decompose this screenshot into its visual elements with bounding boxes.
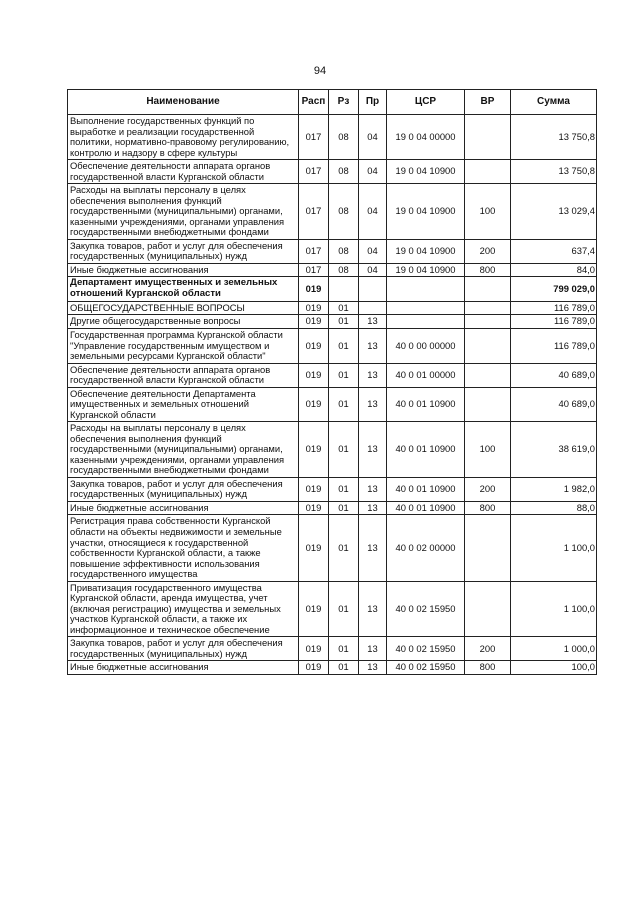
cell-name: Обеспечение деятельности аппарата органов государственной власти Курганской области — [68, 363, 299, 387]
cell-rz: 08 — [329, 263, 359, 277]
cell-name: Расходы на выплаты персоналу в целях обеспечения выполнения функций государственными (муниципальными) органами, казенными учреждениями, органами управления государственными внебюджетными фондами — [68, 422, 299, 478]
cell-name: Расходы на выплаты персоналу в целях обеспечения выполнения функций государственными (муниципальными) органами, казенными учреждениями, органами управления государственными внебюджетными фондами — [68, 184, 299, 240]
cell-rz: 01 — [329, 328, 359, 363]
cell-csr — [387, 301, 465, 315]
cell-vr: 800 — [465, 263, 511, 277]
cell-csr — [387, 315, 465, 329]
cell-rz: 01 — [329, 477, 359, 501]
cell-rasp: 019 — [299, 301, 329, 315]
cell-vr: 800 — [465, 501, 511, 515]
cell-vr: 800 — [465, 661, 511, 675]
cell-vr — [465, 301, 511, 315]
cell-sum: 1 982,0 — [511, 477, 597, 501]
cell-sum: 40 689,0 — [511, 363, 597, 387]
cell-csr: 19 0 04 10900 — [387, 184, 465, 240]
cell-rasp: 017 — [299, 115, 329, 160]
table-row — [68, 263, 597, 277]
cell-sum: 13 750,8 — [511, 115, 597, 160]
cell-name: ОБЩЕГОСУДАРСТВЕННЫЕ ВОПРОСЫ — [68, 301, 299, 315]
header-pr: Пр — [359, 90, 387, 115]
cell-sum: 116 789,0 — [511, 315, 597, 329]
cell-rasp: 017 — [299, 184, 329, 240]
cell-sum: 799 029,0 — [511, 277, 597, 301]
cell-name: Департамент имущественных и земельных отношений Курганской области — [68, 277, 299, 301]
cell-sum: 116 789,0 — [511, 301, 597, 315]
cell-sum: 40 689,0 — [511, 387, 597, 422]
cell-vr — [465, 581, 511, 637]
table-row — [68, 501, 597, 515]
cell-rasp: 019 — [299, 315, 329, 329]
cell-csr: 19 0 04 10900 — [387, 160, 465, 184]
cell-csr: 19 0 04 10900 — [387, 239, 465, 263]
table-row — [68, 363, 597, 387]
cell-rasp: 019 — [299, 277, 329, 301]
table-row — [68, 315, 597, 329]
cell-rz: 01 — [329, 315, 359, 329]
cell-csr: 40 0 02 15950 — [387, 661, 465, 675]
cell-rasp: 019 — [299, 661, 329, 675]
cell-rasp: 019 — [299, 363, 329, 387]
cell-vr — [465, 515, 511, 581]
cell-rasp: 017 — [299, 160, 329, 184]
cell-vr — [465, 363, 511, 387]
cell-csr: 40 0 02 00000 — [387, 515, 465, 581]
cell-pr: 13 — [359, 515, 387, 581]
cell-name: Регистрация права собственности Курганской области на объекты недвижимости и земельные участки, относящиеся к государственной собственности Курганской области, а также повышение эффективности использования государственного имущества — [68, 515, 299, 581]
table-row — [68, 515, 597, 581]
cell-rz: 01 — [329, 363, 359, 387]
cell-name: Обеспечение деятельности Департамента имущественных и земельных отношений Курганской области — [68, 387, 299, 422]
cell-rasp: 019 — [299, 637, 329, 661]
cell-csr: 40 0 01 10900 — [387, 477, 465, 501]
table-row — [68, 581, 597, 637]
cell-pr: 04 — [359, 239, 387, 263]
cell-name: Приватизация государственного имущества Курганской области, аренда имущества, учет (включая регистрацию) имущества и земельных участков Курганской области, а также их информационное и техническое обеспечение — [68, 581, 299, 637]
cell-sum: 13 750,8 — [511, 160, 597, 184]
cell-csr: 19 0 04 10900 — [387, 263, 465, 277]
table-row — [68, 637, 597, 661]
table-row — [68, 301, 597, 315]
cell-pr: 13 — [359, 328, 387, 363]
header-rasp: Расп — [299, 90, 329, 115]
cell-csr: 40 0 02 15950 — [387, 637, 465, 661]
cell-rz: 01 — [329, 637, 359, 661]
cell-pr: 13 — [359, 387, 387, 422]
cell-sum: 1 000,0 — [511, 637, 597, 661]
cell-sum: 116 789,0 — [511, 328, 597, 363]
cell-csr: 40 0 01 10900 — [387, 501, 465, 515]
cell-vr: 200 — [465, 477, 511, 501]
cell-pr: 13 — [359, 661, 387, 675]
cell-rasp: 019 — [299, 477, 329, 501]
cell-rasp: 017 — [299, 263, 329, 277]
cell-rasp: 019 — [299, 387, 329, 422]
cell-rz — [329, 277, 359, 301]
table-row — [68, 239, 597, 263]
table-row — [68, 184, 597, 240]
table-row — [68, 160, 597, 184]
cell-name: Обеспечение деятельности аппарата органов государственной власти Курганской области — [68, 160, 299, 184]
cell-rz: 01 — [329, 501, 359, 515]
page-number: 94 — [313, 65, 327, 77]
cell-pr — [359, 301, 387, 315]
cell-pr: 04 — [359, 263, 387, 277]
table-body — [68, 115, 597, 675]
cell-sum: 1 100,0 — [511, 515, 597, 581]
cell-name: Иные бюджетные ассигнования — [68, 661, 299, 675]
cell-rz: 08 — [329, 239, 359, 263]
cell-name: Иные бюджетные ассигнования — [68, 501, 299, 515]
table-header-row — [68, 90, 597, 115]
cell-rasp: 019 — [299, 515, 329, 581]
cell-csr: 40 0 01 00000 — [387, 363, 465, 387]
cell-csr: 40 0 00 00000 — [387, 328, 465, 363]
table-row — [68, 661, 597, 675]
table-row — [68, 277, 597, 301]
budget-table — [67, 89, 597, 675]
cell-rz: 01 — [329, 515, 359, 581]
cell-name: Выполнение государственных функций по выработке и реализации государственной политики, нормативно-правовому регулированию, контролю и надзору в сфере культуры — [68, 115, 299, 160]
cell-sum: 100,0 — [511, 661, 597, 675]
cell-pr: 13 — [359, 315, 387, 329]
cell-pr: 04 — [359, 115, 387, 160]
table-row — [68, 115, 597, 160]
cell-pr: 13 — [359, 501, 387, 515]
cell-rasp: 019 — [299, 581, 329, 637]
cell-name: Закупка товаров, работ и услуг для обеспечения государственных (муниципальных) нужд — [68, 637, 299, 661]
cell-vr: 100 — [465, 422, 511, 478]
header-rz: Рз — [329, 90, 359, 115]
cell-vr: 100 — [465, 184, 511, 240]
cell-rasp: 019 — [299, 501, 329, 515]
cell-name: Другие общегосударственные вопросы — [68, 315, 299, 329]
cell-pr: 13 — [359, 422, 387, 478]
cell-rz: 08 — [329, 115, 359, 160]
cell-csr — [387, 277, 465, 301]
table-row — [68, 422, 597, 478]
cell-vr — [465, 315, 511, 329]
cell-sum: 637,4 — [511, 239, 597, 263]
cell-rz: 01 — [329, 387, 359, 422]
cell-pr: 13 — [359, 581, 387, 637]
header-name: Наименование — [68, 90, 299, 115]
cell-rasp: 019 — [299, 422, 329, 478]
cell-rz: 01 — [329, 581, 359, 637]
cell-rasp: 017 — [299, 239, 329, 263]
cell-pr: 13 — [359, 637, 387, 661]
cell-pr — [359, 277, 387, 301]
cell-csr: 40 0 01 10900 — [387, 422, 465, 478]
cell-sum: 38 619,0 — [511, 422, 597, 478]
cell-vr — [465, 277, 511, 301]
cell-rz: 01 — [329, 422, 359, 478]
cell-pr: 04 — [359, 160, 387, 184]
cell-vr: 200 — [465, 239, 511, 263]
cell-csr: 40 0 02 15950 — [387, 581, 465, 637]
table-row — [68, 477, 597, 501]
header-csr: ЦСР — [387, 90, 465, 115]
header-sum: Сумма — [511, 90, 597, 115]
cell-rz: 01 — [329, 661, 359, 675]
cell-pr: 04 — [359, 184, 387, 240]
cell-name: Закупка товаров, работ и услуг для обеспечения государственных (муниципальных) нужд — [68, 477, 299, 501]
cell-pr: 13 — [359, 477, 387, 501]
cell-vr — [465, 328, 511, 363]
cell-vr — [465, 387, 511, 422]
cell-sum: 84,0 — [511, 263, 597, 277]
cell-csr: 19 0 04 00000 — [387, 115, 465, 160]
cell-sum: 88,0 — [511, 501, 597, 515]
cell-pr: 13 — [359, 363, 387, 387]
cell-name: Государственная программа Курганской области "Управление государственным имуществом и земельными ресурсами Курганской области" — [68, 328, 299, 363]
cell-rasp: 019 — [299, 328, 329, 363]
cell-rz: 08 — [329, 160, 359, 184]
cell-name: Закупка товаров, работ и услуг для обеспечения государственных (муниципальных) нужд — [68, 239, 299, 263]
cell-vr — [465, 115, 511, 160]
cell-vr: 200 — [465, 637, 511, 661]
cell-vr — [465, 160, 511, 184]
cell-sum: 13 029,4 — [511, 184, 597, 240]
table-row — [68, 387, 597, 422]
cell-rz: 08 — [329, 184, 359, 240]
cell-name: Иные бюджетные ассигнования — [68, 263, 299, 277]
cell-rz: 01 — [329, 301, 359, 315]
table-row — [68, 328, 597, 363]
cell-sum: 1 100,0 — [511, 581, 597, 637]
header-vr: ВР — [465, 90, 511, 115]
cell-csr: 40 0 01 10900 — [387, 387, 465, 422]
